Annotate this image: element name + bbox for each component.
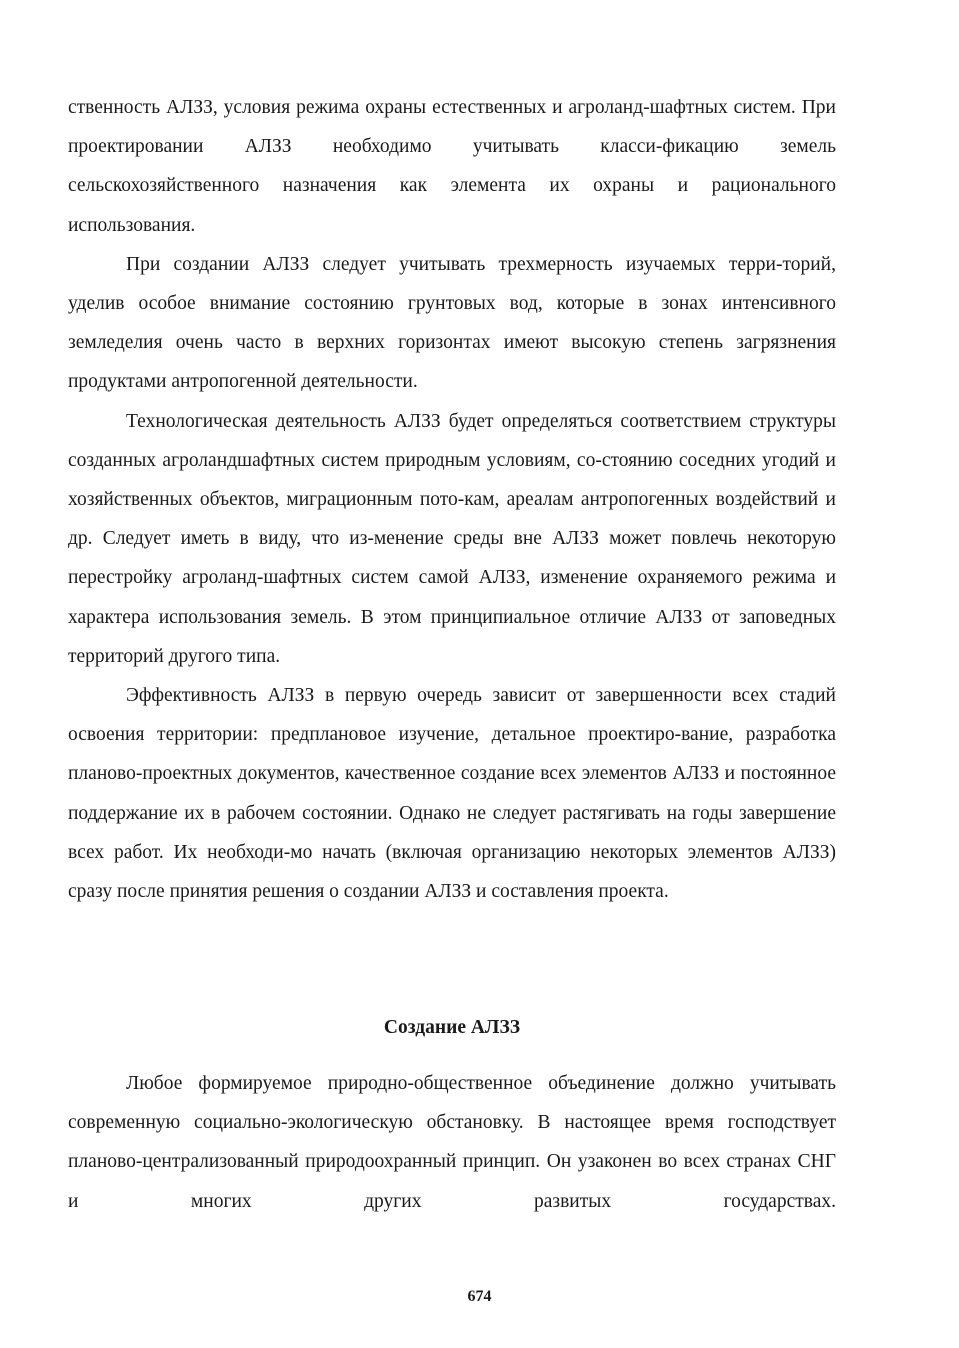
paragraph-efficiency: Эффективность АЛЗЗ в первую очередь зависит от завершенности всех стадий освоения территории: предплановое изучение, детальное проектиро-вание, разработка планово-проектных документов, качественное создание всех элементов АЛЗЗ и постоянное поддержание их в рабочем состоянии. Однако не следует растягивать на годы завершение всех работ. Их необходи-мо начать (включая организацию некоторых элементов АЛЗЗ) сразу после принятия решения о создании АЛЗЗ и составления проекта. <box>68 685 836 903</box>
paragraph-three-dimensionality: При создании АЛЗЗ следует учитывать трехмерность изучаемых терри-торий, уделив особое внимание состоянию грунтовых вод, которые в зонах интенсивного земледелия очень часто в верхних горизонтах имеют высокую степень загрязнения продуктами антропогенной деятельности. <box>68 253 836 393</box>
paragraph-natural-social-union: Любое формируемое природно-общественное объединение должно учитывать современную социально-экологическую обстановку. В настоящее время господствует планово-централизованный природоохранный принцип. Он узаконен во всех странах СНГ и многих других развитых государствах. <box>68 1073 836 1212</box>
paragraph-continuation: ственность АЛЗЗ, условия режима охраны естественных и агроланд-шафтных систем. При проектировании АЛЗЗ необходимо учитывать класси-фикацию земель сельскохозяйственного назначения как элемента их охраны и рационального использования. <box>68 97 836 236</box>
page-number: 674 <box>467 1288 492 1305</box>
paragraph-technological-activity: Технологическая деятельность АЛЗЗ будет определяться соответствием структуры созданных агроландшафтных систем природным условиям, со-стоянию соседних угодий и хозяйственных объектов, миграционным пото-кам, ареалам антропогенных воздействий и др. Следует иметь в виду, что из-менение среды вне АЛЗЗ может повлечь некоторую перестройку агроланд-шафтных систем самой АЛЗЗ, изменение охраняемого режима и характера использования земель. В этом принципиальное отличие АЛЗЗ от заповедных территорий другого типа. <box>68 410 836 667</box>
body-text-bottom <box>68 1064 836 1221</box>
section-heading: Создание АЛЗЗ <box>383 1017 521 1038</box>
body-text-top <box>68 88 836 911</box>
